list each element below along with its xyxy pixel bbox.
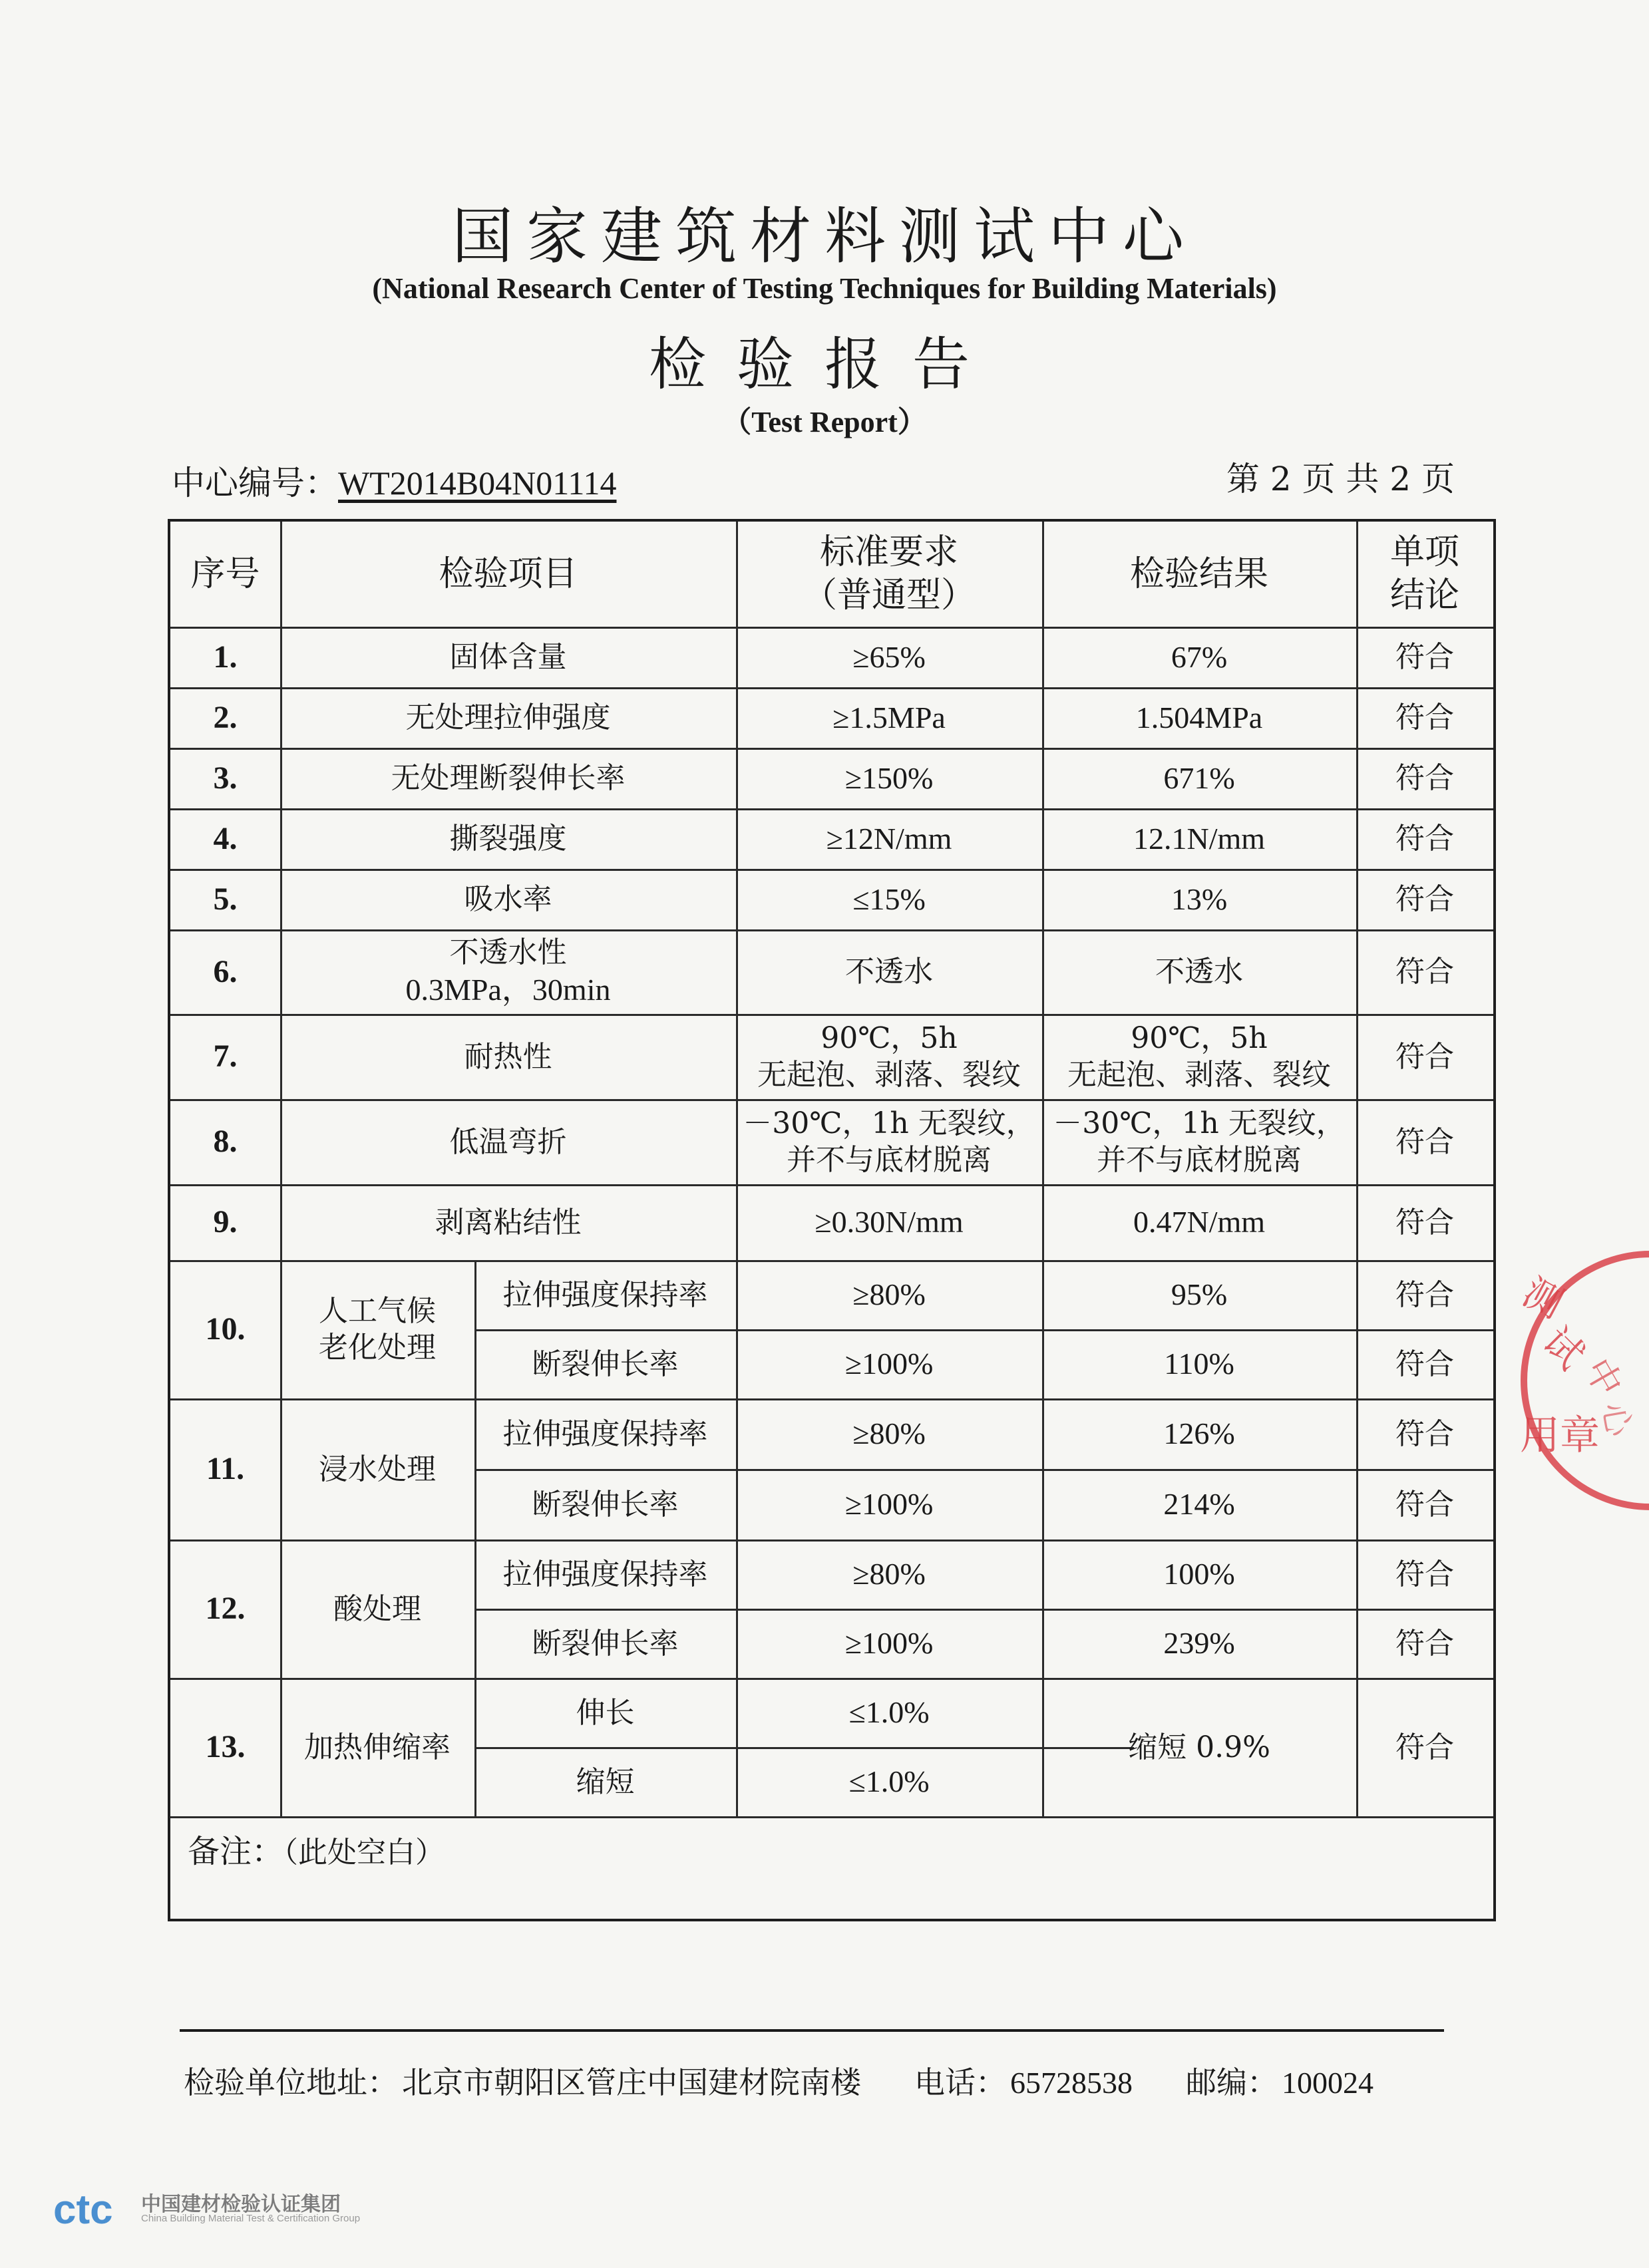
row-6-result: 不透水 — [1155, 955, 1243, 989]
row-11b-item: 断裂伸长率 — [532, 1487, 679, 1522]
row-7-conclusion: 符合 — [1395, 1039, 1454, 1074]
postcode-label: 邮编： — [1186, 2064, 1278, 2100]
header-conclusion — [1356, 522, 1493, 627]
address-label: 检验单位地址： — [184, 2064, 398, 2100]
row-5-conclusion: 符合 — [1395, 882, 1454, 916]
row-12a-item: 拉伸强度保持率 — [502, 1557, 708, 1591]
header-conclusion-line1: 单项 — [1389, 532, 1459, 572]
row-11b-standard: ≥100% — [844, 1487, 934, 1522]
row-11a-standard: ≥80% — [852, 1416, 926, 1451]
header-standard — [736, 522, 1042, 627]
svg-text:用章: 用章 — [1520, 1412, 1600, 1459]
phone-label: 电话： — [914, 2064, 1006, 2100]
row-9-result: 0.47N/mm — [1133, 1205, 1266, 1239]
header-item: 检验项目 — [439, 554, 578, 594]
row-11a-conclusion: 符合 — [1395, 1416, 1454, 1451]
phone-value: 65728538 — [1010, 2066, 1133, 2100]
row-6-item-line2: 0.3MPa，30min — [405, 973, 611, 1007]
header-result: 检验结果 — [1129, 554, 1268, 594]
row-7-no: 7. — [213, 1039, 238, 1074]
row-4-conclusion: 符合 — [1395, 822, 1454, 856]
postcode-value: 100024 — [1282, 2066, 1374, 2100]
footer-contact — [184, 2058, 1377, 2102]
row-1-standard: ≥65% — [852, 639, 926, 674]
row-11-no: 11. — [206, 1451, 245, 1486]
row-2-result: 1.504MPa — [1135, 700, 1263, 734]
report-title-cn: 检验报告 — [649, 331, 1000, 398]
row-8-result — [1042, 1099, 1356, 1184]
center-number — [172, 456, 616, 504]
address-value: 北京市朝阳区管庄中国建材院南楼 — [402, 2064, 861, 2100]
row-7-standard — [736, 1014, 1042, 1099]
row-11a-result: 126% — [1163, 1416, 1235, 1451]
row-12b-standard: ≥100% — [844, 1626, 934, 1661]
row-5-standard: ≤15% — [852, 882, 926, 916]
row-13-group: 加热伸缩率 — [304, 1730, 451, 1764]
row-8-no: 8. — [213, 1124, 238, 1159]
ctc-logo-mark: ctc — [53, 2187, 113, 2233]
header-seq: 序号 — [190, 554, 260, 594]
row-7-result-line2: 无起泡、剥落、裂纹 — [1067, 1058, 1331, 1092]
row-6-item-line1: 不透水性 — [449, 935, 567, 970]
remark-label: 备注： — [188, 1833, 284, 1870]
center-title-cn: 国家建筑材料测试中心 — [451, 201, 1197, 272]
row-10-group-line1: 人工气候 — [319, 1294, 436, 1328]
header-conclusion-line2: 结论 — [1389, 575, 1459, 615]
svg-text:中: 中 — [1576, 1351, 1631, 1404]
row-11b-result: 214% — [1163, 1487, 1235, 1522]
center-number-label: 中心编号： — [172, 464, 338, 502]
svg-text:心: 心 — [1594, 1400, 1638, 1440]
row-10a-result: 95% — [1171, 1277, 1228, 1312]
row-6-no: 6. — [213, 953, 238, 989]
official-seal — [1491, 1237, 1649, 1524]
row-3-no: 3. — [213, 760, 238, 796]
row-4-item: 撕裂强度 — [449, 822, 567, 856]
row-3-conclusion: 符合 — [1395, 761, 1454, 795]
row-11b-conclusion: 符合 — [1395, 1487, 1454, 1522]
row-10a-standard: ≥80% — [852, 1277, 926, 1312]
footer-divider — [180, 2029, 1444, 2032]
row-4-no: 4. — [213, 820, 238, 856]
row-8-item: 低温弯折 — [449, 1124, 567, 1159]
row-12a-standard: ≥80% — [852, 1557, 926, 1591]
row-2-conclusion: 符合 — [1395, 701, 1454, 734]
row-10b-conclusion: 符合 — [1395, 1347, 1454, 1381]
row-9-no: 9. — [213, 1204, 238, 1239]
row-12-group: 酸处理 — [333, 1591, 421, 1626]
row-12b-result: 239% — [1163, 1626, 1235, 1661]
row-13a-item: 伸长 — [576, 1695, 635, 1730]
row-13a-standard: ≤1.0% — [848, 1695, 930, 1730]
row-11-group: 浸水处理 — [319, 1452, 436, 1486]
row-8-conclusion: 符合 — [1395, 1124, 1454, 1159]
logo-name-en: China Building Material Test & Certification Group — [141, 2213, 361, 2224]
row-13-no: 13. — [205, 1729, 246, 1764]
row-6-conclusion: 符合 — [1395, 955, 1454, 989]
row-9-item: 剥离粘结性 — [435, 1205, 582, 1239]
row-5-result: 13% — [1171, 882, 1228, 916]
center-title-en: (National Research Center of Testing Techniques for Building Materials) — [372, 272, 1277, 305]
row-9-standard: ≥0.30N/mm — [815, 1205, 964, 1239]
row-10b-item: 断裂伸长率 — [532, 1347, 679, 1381]
row-1-item: 固体含量 — [449, 640, 567, 674]
svg-text:测: 测 — [1515, 1269, 1571, 1327]
row-3-result: 671% — [1163, 760, 1235, 795]
remark — [188, 1826, 445, 1871]
row-10a-conclusion: 符合 — [1395, 1277, 1454, 1312]
row-8-standard-line1: －30℃，1h 无裂纹， — [743, 1106, 1035, 1140]
row-10-group-line2: 老化处理 — [319, 1331, 436, 1365]
row-12b-conclusion: 符合 — [1395, 1626, 1454, 1661]
row-10a-item: 拉伸强度保持率 — [502, 1277, 708, 1312]
row-10b-result: 110% — [1164, 1347, 1234, 1381]
row-2-item: 无处理拉伸强度 — [405, 701, 611, 734]
row-13b-standard: ≤1.0% — [848, 1764, 930, 1799]
row-1-no: 1. — [213, 639, 238, 675]
row-13-result: 缩短 0.9% — [1128, 1730, 1270, 1764]
row-5-no: 5. — [213, 881, 238, 917]
row-11a-item: 拉伸强度保持率 — [502, 1416, 708, 1451]
row-6-item — [280, 929, 736, 1014]
row-5-item: 吸水率 — [464, 882, 552, 916]
row-3-item: 无处理断裂伸长率 — [391, 761, 626, 795]
row-12-no: 12. — [205, 1591, 246, 1626]
row-2-standard: ≥1.5MPa — [832, 700, 946, 734]
row-7-result — [1042, 1014, 1356, 1099]
row-3-standard: ≥150% — [844, 760, 934, 795]
svg-text:试: 试 — [1534, 1318, 1594, 1378]
row-2-no: 2. — [213, 699, 238, 735]
row-1-conclusion: 符合 — [1395, 640, 1454, 674]
center-number-value: WT2014B04N01114 — [338, 464, 617, 502]
row-8-standard-line2: 并不与底材脱离 — [787, 1143, 992, 1177]
row-6-standard: 不透水 — [845, 955, 933, 989]
row-13-conclusion: 符合 — [1395, 1730, 1454, 1764]
row-12a-result: 100% — [1163, 1557, 1235, 1591]
row-7-standard-line1: 90℃，5h — [821, 1021, 958, 1055]
page-info: 第 2 页 共 2 页 — [1226, 460, 1455, 498]
row-7-standard-line2: 无起泡、剥落、裂纹 — [757, 1058, 1021, 1092]
report-title-en: （Test Report） — [722, 406, 927, 438]
row-9-conclusion: 符合 — [1395, 1205, 1454, 1239]
ctc-logo-icon — [52, 2186, 138, 2233]
header-standard-line1: 标准要求 — [819, 532, 958, 572]
row-10b-standard: ≥100% — [844, 1347, 934, 1381]
row-10-no: 10. — [205, 1311, 246, 1347]
row-8-standard — [736, 1099, 1042, 1184]
row-12b-item: 断裂伸长率 — [532, 1626, 679, 1661]
logo-name-cn: 中国建材检验认证集团 — [141, 2193, 341, 2216]
row-7-item: 耐热性 — [464, 1039, 552, 1074]
row-4-result: 12.1N/mm — [1133, 821, 1266, 856]
test-results-table — [168, 519, 1496, 1921]
row-4-standard: ≥12N/mm — [826, 821, 952, 856]
row-1-result: 67% — [1171, 639, 1228, 674]
row-13b-item: 缩短 — [576, 1764, 635, 1799]
row-7-result-line1: 90℃，5h — [1131, 1021, 1268, 1055]
row-10-group — [280, 1260, 474, 1398]
row-8-result-line1: －30℃，1h 无裂纹， — [1053, 1106, 1346, 1140]
remark-value: （此处空白） — [283, 1836, 445, 1869]
row-12a-conclusion: 符合 — [1395, 1557, 1454, 1591]
row-8-result-line2: 并不与底材脱离 — [1097, 1143, 1302, 1177]
header-standard-line2: （普通型） — [802, 575, 976, 615]
